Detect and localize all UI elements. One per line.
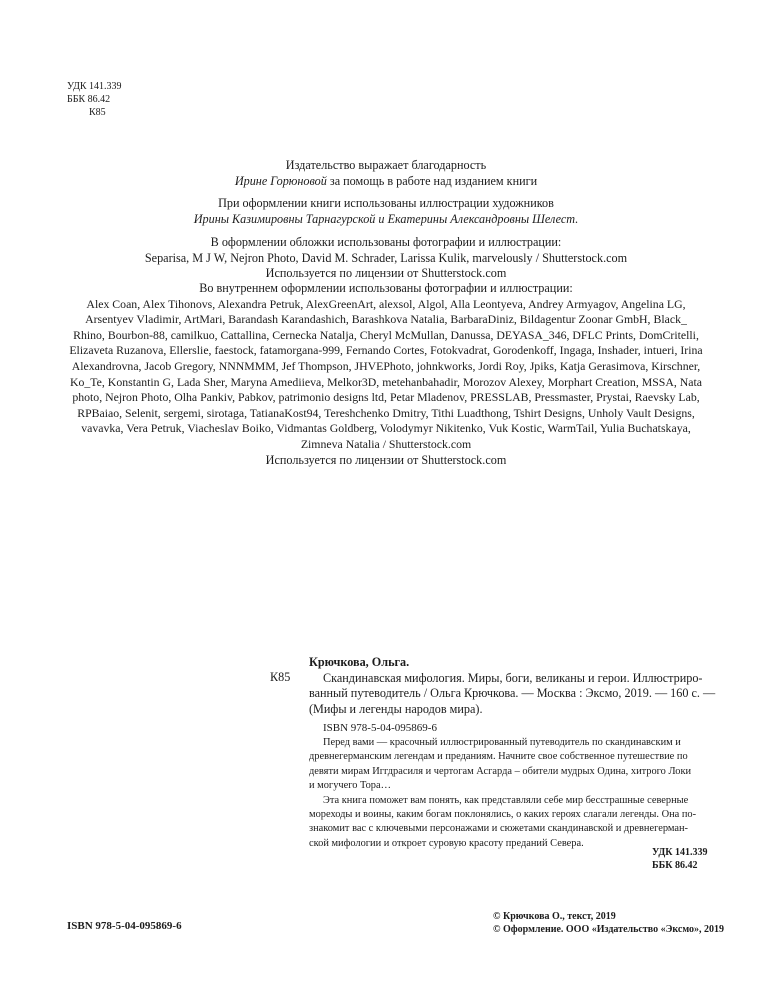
copyright-design: © Оформление. ООО «Издательство «Эксмо», 2019 — [493, 924, 724, 935]
thanks-name: Ирине Горюновой — [234, 173, 327, 188]
bottom-codes — [652, 846, 707, 872]
illustrators-line-2: Ирины Казимировны Тарнагурской и Екатерины Александровны Шелест. — [193, 211, 579, 226]
interior-credits-license: Используется по лицензии от Shutterstock.com — [265, 452, 507, 467]
interior-credits-line: Alex Coan, Alex Tihonovs, Alexandra Petruk, AlexGreenArt, alexsol, Algol, Alla Leontyeva, Andrey Armyagov, Angelina LG, — [86, 296, 686, 311]
illustrators-line-1: При оформлении книги использованы иллюстрации художников — [218, 196, 554, 210]
catalog-author: Крючкова, Ольга. — [309, 655, 410, 669]
footer-isbn: ISBN 978-5-04-095869-6 — [67, 920, 182, 932]
thanks-line-1: Издательство выражает благодарность — [285, 158, 487, 172]
annotation-line: знакомит вас с ключевыми персонажами и сюжетами скандинавской и древнегерман- — [309, 823, 689, 835]
catalog-line: ванный путеводитель / Ольга Крючкова. — Москва : Эксмо, 2019. — 160 с. — — [309, 686, 716, 701]
interior-credits-heading: Во внутреннем оформлении использованы фотографии и иллюстрации: — [199, 281, 573, 295]
interior-credits-block — [36, 281, 736, 468]
top-codes — [67, 80, 122, 119]
annotation-line: мореходы и воины, каким богам поклонялись, о каких героях слагали легенды. Она по- — [309, 809, 697, 821]
interior-credits-line: vavavka, Vera Petruk, Viacheslav Boiko, Vidmantas Goldberg, Volodymyr Nikitenko, Vuk Kostic, WarmTail, Yulia Buchatskaya, — [81, 421, 691, 436]
interior-credits-line: photo, Nejron Photo, Olha Pankiv, Pabkov, patrimonio designs ltd, Petar Mladenov, PRESSLAB, Pressmaster, Prystai, Raevsky Lab, — [72, 390, 700, 405]
catalog-entry — [309, 655, 716, 737]
cover-credits-block — [46, 235, 726, 282]
copyright-block — [493, 910, 724, 936]
catalog-line: (Мифы и легенды народов мира). — [309, 701, 483, 716]
interior-credits-line: Elizaveta Ruzanova, Ellerslie, faestock, fatamorgana-999, Fernando Cortes, Fotokvadrat, Gorodenkoff, Ingaga, Inshader, intueri, Irina — [69, 343, 703, 358]
thanks-block — [46, 158, 726, 189]
annotation-line: Эта книга поможет вам понять, как представляли себе мир бесстрашные северные — [323, 794, 689, 806]
interior-credits-line: Rhino, Bourbon-88, camilkuo, Cattallina, Cernecka Natalja, Cheryl McMullan, Danussa, DEYASA_346, DFLC Prints, DomCritelli, — [73, 327, 699, 342]
catalog-line: Скандинавская мифология. Миры, боги, великаны и герои. Иллюстриро- — [323, 670, 703, 685]
interior-credits-line: Ko_Te, Konstantin G, Lada Sher, Maryna Amediieva, Melkor3D, metehanbahadir, Morozov Alexey, Morphart Creation, MSSA, Nata — [69, 374, 703, 389]
interior-credits-line: Arsentyev Vladimir, ArtMari, Barandash Karandashich, Barashkova Natalia, BarbaraDiniz, Bildagentur Zoonar GmbH, Black_ — [85, 312, 687, 327]
thanks-line-2 — [46, 174, 726, 190]
udk-code-bottom: УДК 141.339 — [652, 847, 708, 858]
bbk-code: ББК 86.42 — [67, 94, 111, 105]
interior-credits-line: Alexandrovna, Jacob Gregory, NNNMMM, Jef Thompson, JHVEPhoto, johnkworks, Jordi Roy, Jpiks, Katja Gerasimova, Kirschner, — [71, 358, 701, 373]
udk-code: УДК 141.339 — [67, 81, 122, 92]
catalog-mark: К85 — [270, 670, 291, 684]
copyright-text: © Крючкова О., текст, 2019 — [493, 911, 616, 922]
annotation-line: древнегерманским легендам и преданиям. Начните свое собственное путешествие по — [309, 751, 688, 763]
interior-credits-line: RPBaiao, Selenit, sergemi, sirotaga, TatianaKost94, Tereshchenko Dmitry, Tithi Luadthong, Tshirt Designs, Unholy Vault Designs, — [77, 405, 695, 420]
annotation-line: ской мифологии и откроет суровую красоту преданий Севера. — [309, 837, 584, 849]
annotation-line: девяти мирам Иггдрасиля и чертогам Асгарда – обители мудрых Одина, хитрого Локи — [309, 765, 692, 777]
cover-credits-heading: В оформлении обложки использованы фотографии и иллюстрации: — [210, 235, 562, 249]
interior-credits-line: Zimneva Natalia / Shutterstock.com — [300, 436, 472, 451]
bbk-code-bottom: ББК 86.42 — [652, 860, 698, 871]
cover-credits-license: Используется по лицензии от Shutterstock.com — [265, 266, 507, 281]
annotation-line: и могучего Тора… — [309, 780, 391, 792]
catalog-isbn: ISBN 978-5-04-095869-6 — [323, 722, 437, 735]
illustrators-block — [46, 196, 726, 227]
cover-credits-names: Separisa, M J W, Nejron Photo, David M. Schrader, Larissa Kulik, marvelously / Shutterstock.com — [144, 250, 628, 265]
annotation — [309, 736, 709, 851]
annotation-line: Перед вами — красочный иллюстрированный путеводитель по скандинавским и — [323, 737, 681, 748]
thanks-rest: за помощь в работе над изданием книги — [326, 173, 538, 188]
author-mark: К85 — [89, 107, 106, 118]
